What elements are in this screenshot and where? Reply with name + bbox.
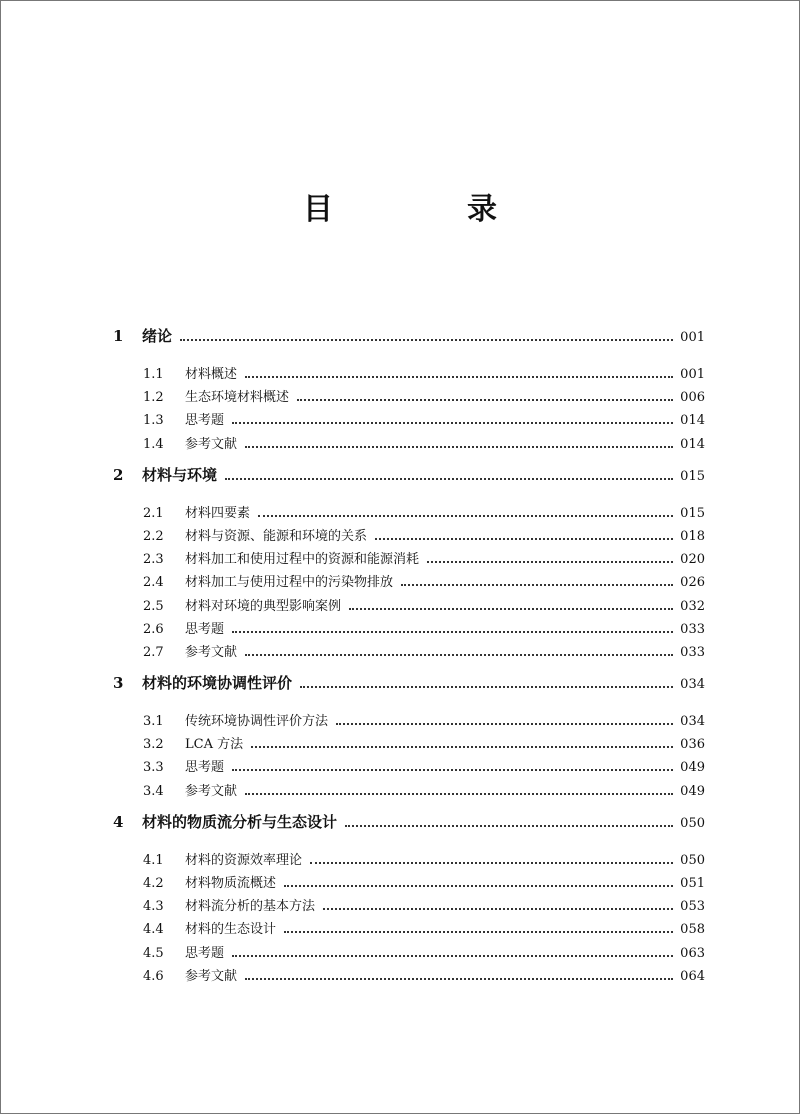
dot-leader <box>427 560 673 563</box>
section-number: 4.2 <box>143 876 164 891</box>
dot-leader <box>375 537 673 540</box>
section-title: 参考文献 <box>185 783 238 799</box>
page-number: 032 <box>680 598 705 614</box>
section-number: 2.6 <box>143 621 164 637</box>
chapter-number: 3 <box>113 674 124 693</box>
chapter-4 <box>0 811 800 988</box>
page-number: 014 <box>680 413 705 429</box>
page-number: 053 <box>680 899 705 915</box>
toc-section-entry[interactable] <box>143 710 705 733</box>
dot-leader <box>336 722 673 725</box>
page-number: 034 <box>680 677 705 693</box>
section-number: 4.4 <box>143 922 164 938</box>
section-number: 1.2 <box>143 390 164 406</box>
toc-section-entry[interactable] <box>143 386 705 409</box>
toc-section-entry[interactable] <box>143 849 705 872</box>
dot-leader <box>345 824 673 827</box>
page-number: 020 <box>680 552 705 568</box>
page-number: 015 <box>680 468 705 484</box>
section-title: 生态环境材料概述 <box>185 390 290 406</box>
section-title: 材料的生态设计 <box>185 922 277 938</box>
section-title: 思考题 <box>185 760 225 776</box>
page-number: 050 <box>680 852 705 868</box>
section-title: 思考题 <box>185 621 225 637</box>
dot-leader <box>245 653 673 656</box>
section-title: 材料四要素 <box>185 505 251 521</box>
toc-section-entry[interactable] <box>143 571 705 594</box>
page-number: 018 <box>680 528 705 544</box>
section-number: 3.1 <box>143 714 164 730</box>
dot-leader <box>232 768 673 771</box>
page-number: 049 <box>680 760 705 776</box>
section-title: 材料与资源、能源和环境的关系 <box>185 528 368 544</box>
section-number: 4.3 <box>143 899 164 915</box>
page-number: 034 <box>680 714 705 730</box>
chapter-number: 2 <box>113 465 124 484</box>
dot-leader <box>323 907 673 910</box>
page-number: 058 <box>680 922 705 938</box>
dot-leader <box>245 375 673 378</box>
section-number: 1.3 <box>143 413 164 429</box>
page-number: 033 <box>680 644 705 660</box>
dot-leader <box>284 930 673 933</box>
toc-section-entry[interactable] <box>143 965 705 988</box>
section-title: 材料概述 <box>185 367 238 382</box>
toc-chapter-entry[interactable] <box>113 325 705 353</box>
chapter-1 <box>0 325 800 456</box>
section-title: 参考文献 <box>185 436 238 452</box>
table-of-contents <box>0 325 800 996</box>
toc-section-entry[interactable] <box>143 942 705 965</box>
chapter-3 <box>0 672 800 803</box>
chapter-title: 材料与环境 <box>142 465 218 484</box>
section-title: 参考文献 <box>185 644 238 660</box>
chapter-number: 4 <box>113 812 124 831</box>
toc-section-entry[interactable] <box>143 595 705 618</box>
dot-leader <box>232 421 673 424</box>
toc-section-entry[interactable] <box>143 618 705 641</box>
dot-leader <box>232 630 673 633</box>
chapter-title: 绪论 <box>142 327 173 345</box>
page-number: 033 <box>680 621 705 637</box>
toc-section-entry[interactable] <box>143 363 705 386</box>
toc-chapter-entry[interactable] <box>113 811 705 839</box>
toc-section-entry[interactable] <box>143 502 705 525</box>
section-number: 3.4 <box>143 783 164 799</box>
section-title: 材料加工与使用过程中的污染物排放 <box>185 575 394 591</box>
toc-section-entry[interactable] <box>143 895 705 918</box>
toc-chapter-entry[interactable] <box>113 672 705 700</box>
page-number: 064 <box>680 968 705 984</box>
toc-section-entry[interactable] <box>143 733 705 756</box>
section-title: 材料的资源效率理论 <box>185 852 303 868</box>
section-number: 4.6 <box>143 968 164 984</box>
section-number: 2.1 <box>143 505 164 521</box>
section-title: 思考题 <box>185 945 225 961</box>
page-number: 036 <box>680 737 705 753</box>
page-number: 026 <box>680 575 705 591</box>
toc-section-entry[interactable] <box>143 641 705 664</box>
page-number: 001 <box>680 367 705 382</box>
page-number: 014 <box>680 436 705 452</box>
section-number: 3.3 <box>143 760 164 776</box>
section-title: LCA 方法 <box>185 737 244 753</box>
chapter-2 <box>0 464 800 664</box>
toc-section-entry[interactable] <box>143 918 705 941</box>
section-title: 材料物质流概述 <box>185 876 277 891</box>
section-number: 2.7 <box>143 644 164 660</box>
toc-chapter-entry[interactable] <box>113 464 705 492</box>
dot-leader <box>225 477 673 480</box>
toc-section-entry[interactable] <box>143 780 705 803</box>
section-title: 材料流分析的基本方法 <box>185 899 316 915</box>
section-title: 传统环境协调性评价方法 <box>185 714 329 730</box>
dot-leader <box>284 884 673 887</box>
section-number: 4.1 <box>143 852 164 868</box>
page-number: 049 <box>680 783 705 799</box>
dot-leader <box>310 861 673 864</box>
section-number: 4.5 <box>143 945 164 961</box>
chapter-title: 材料的物质流分析与生态设计 <box>142 812 338 831</box>
page-number: 006 <box>680 390 705 406</box>
section-number: 2.4 <box>143 575 164 591</box>
section-number: 2.5 <box>143 598 164 614</box>
section-title: 材料对环境的典型影响案例 <box>185 598 342 614</box>
toc-section-entry[interactable] <box>143 433 705 456</box>
page-number: 051 <box>680 876 705 891</box>
dot-leader <box>245 792 673 795</box>
section-title: 思考题 <box>185 413 225 429</box>
section-number: 3.2 <box>143 737 164 753</box>
page-number: 015 <box>680 505 705 521</box>
dot-leader <box>401 583 673 586</box>
chapter-number: 1 <box>113 327 124 345</box>
toc-section-entry[interactable] <box>143 872 705 895</box>
page-title: 目 录 <box>303 192 549 227</box>
section-title: 材料加工和使用过程中的资源和能源消耗 <box>185 552 420 568</box>
dot-leader <box>180 338 673 341</box>
dot-leader <box>232 954 673 957</box>
chapter-title: 材料的环境协调性评价 <box>142 674 293 693</box>
dot-leader <box>297 398 673 401</box>
dot-leader <box>245 977 673 980</box>
dot-leader <box>245 445 673 448</box>
section-number: 1.1 <box>143 367 164 382</box>
page-number: 001 <box>680 330 705 345</box>
toc-section-entry[interactable] <box>143 548 705 571</box>
toc-section-entry[interactable] <box>143 756 705 779</box>
page-number: 050 <box>680 815 705 831</box>
toc-section-entry[interactable] <box>143 525 705 548</box>
section-number: 1.4 <box>143 436 164 452</box>
section-title: 参考文献 <box>185 968 238 984</box>
section-number: 2.3 <box>143 552 164 568</box>
toc-section-entry[interactable] <box>143 409 705 432</box>
dot-leader <box>300 685 673 688</box>
dot-leader <box>349 607 673 610</box>
dot-leader <box>258 514 673 517</box>
section-number: 2.2 <box>143 528 164 544</box>
dot-leader <box>251 745 673 748</box>
page-number: 063 <box>680 945 705 961</box>
